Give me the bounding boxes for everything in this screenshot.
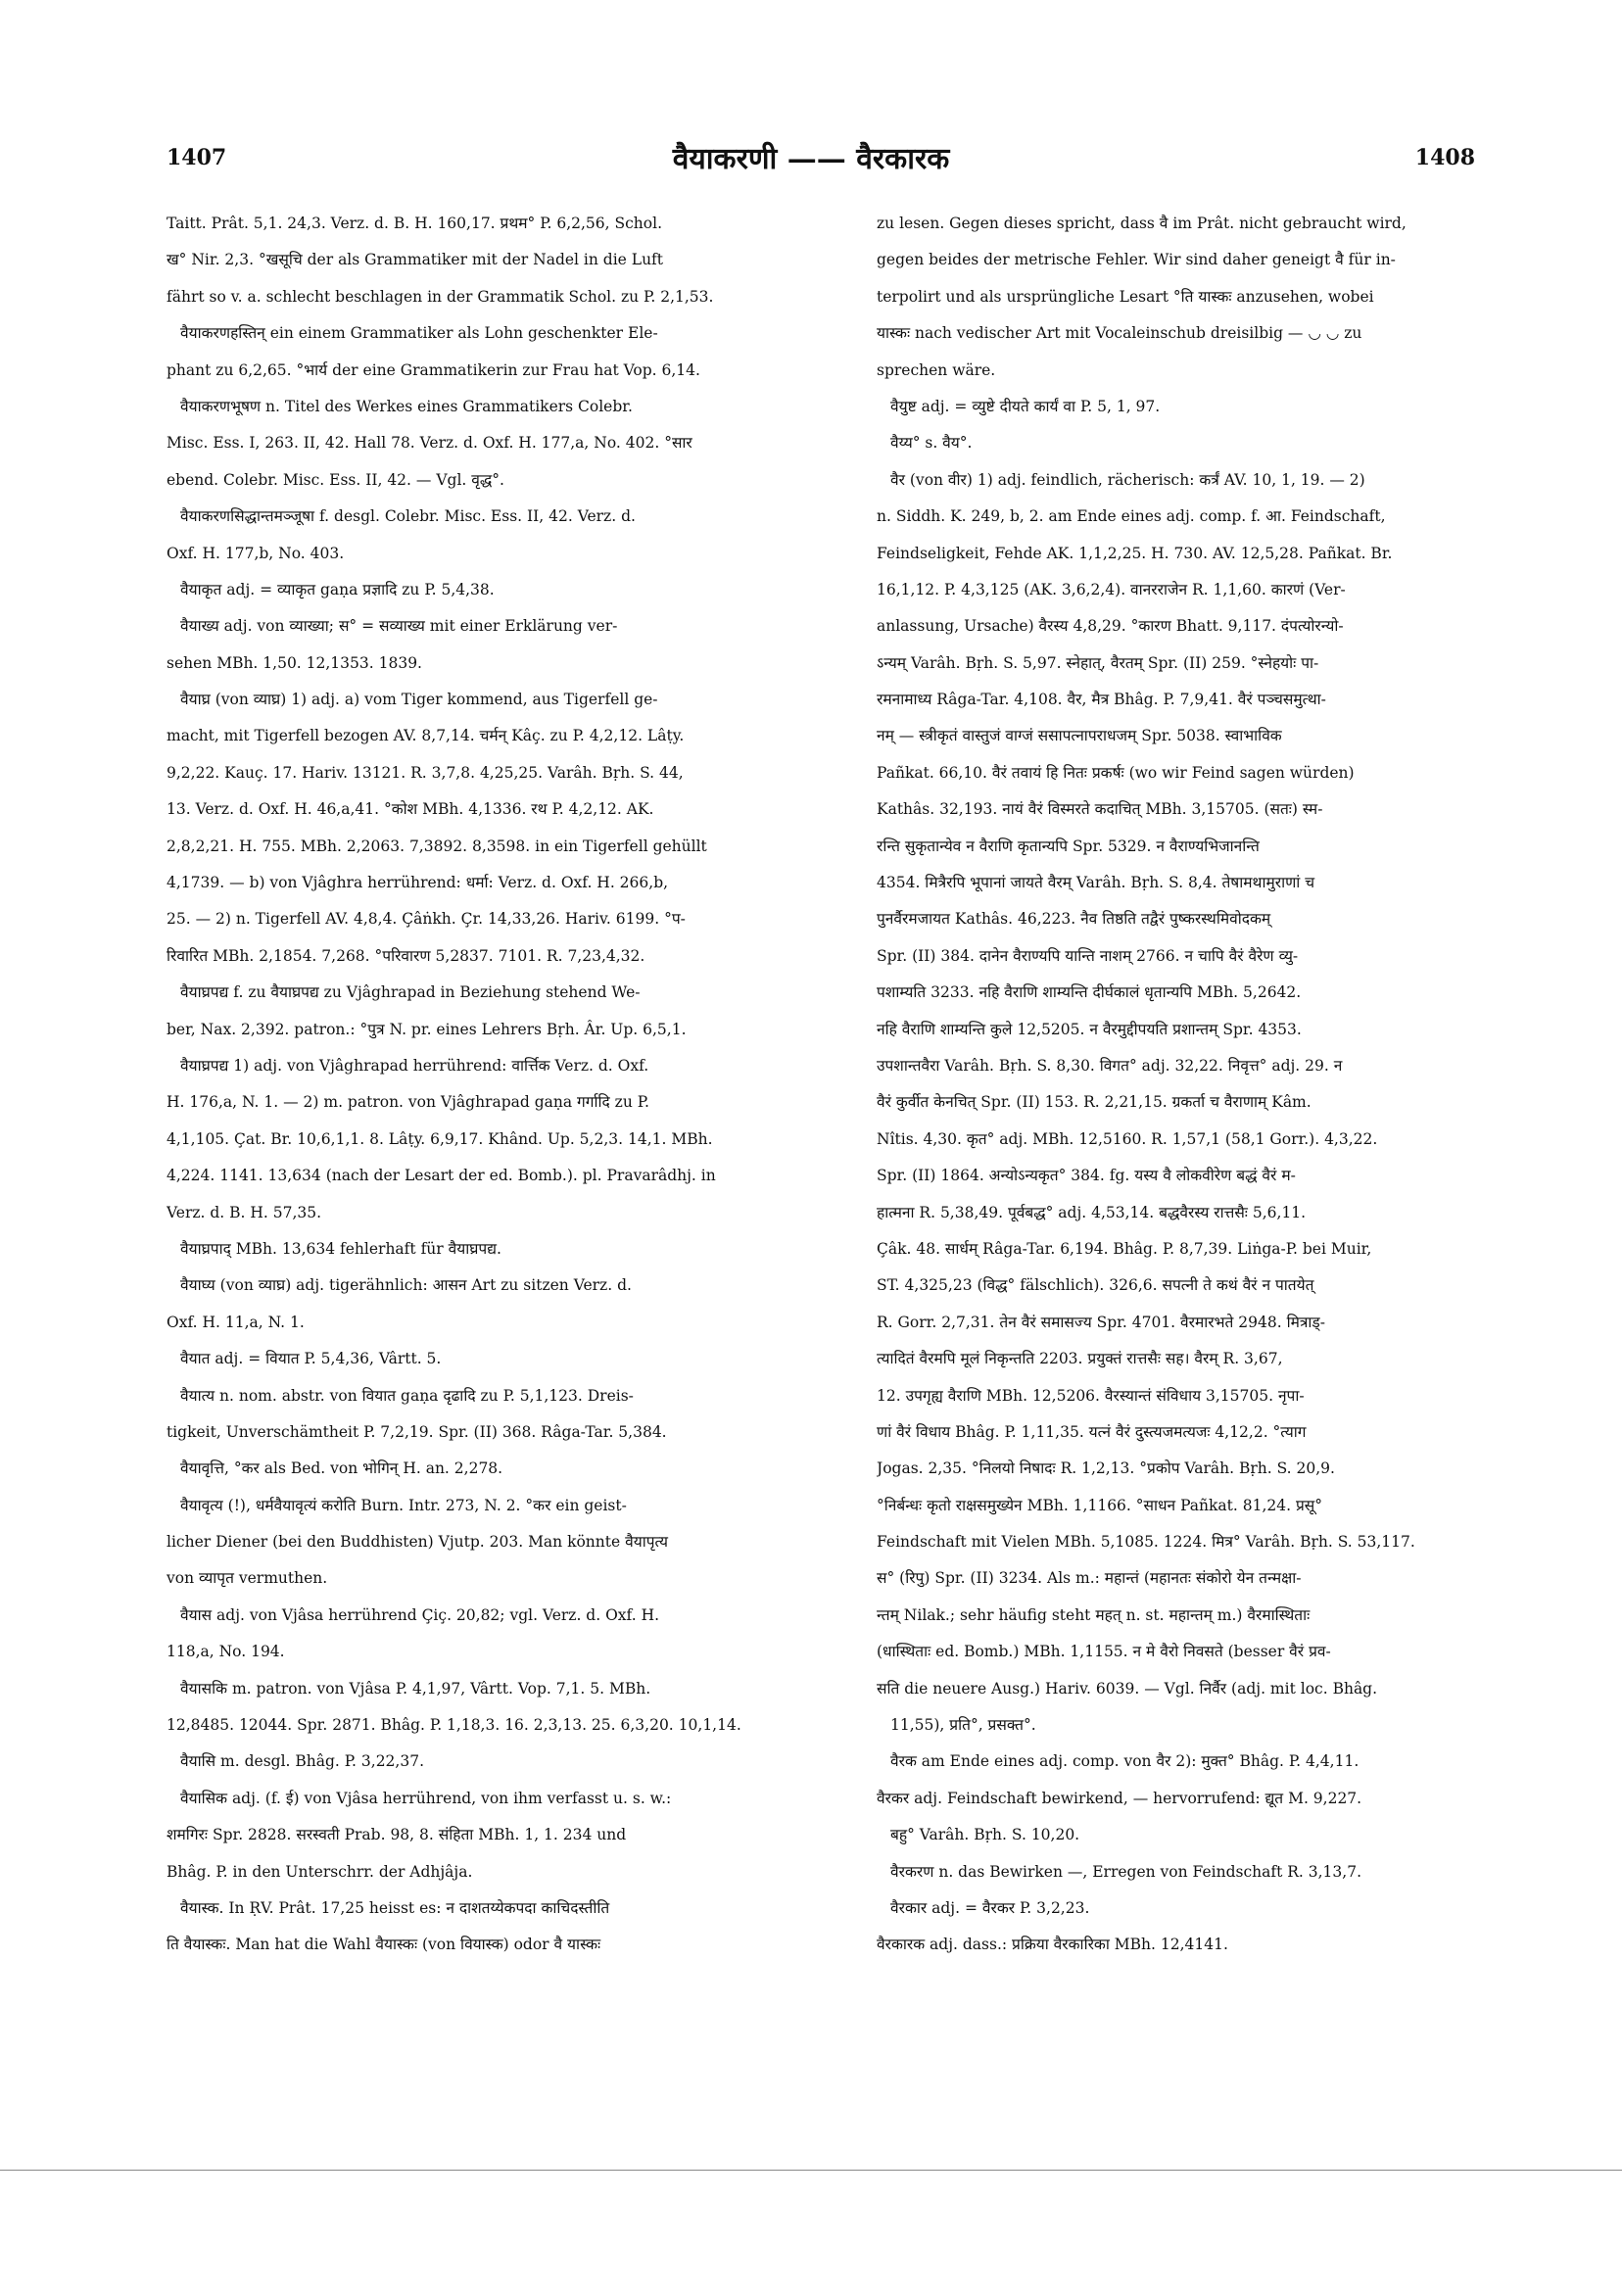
right-column: [877, 206, 1476, 1964]
text-line: वैयासि m. desgl. Bhâg. P. 3,22,37.: [180, 1752, 424, 1771]
text-line: वैरकारक adj. dass.: प्रक्रिया वैरकारिका MBh. 12,4141.: [877, 1936, 1228, 1954]
text-line: वैयाख्य adj. von व्याख्या; स° = सव्याख्य mit einer Erklärung ver-: [180, 617, 618, 636]
text-line: वैयुष्ट adj. = व्युष्टे दीयते कार्यं वा P. 5, 1, 97.: [890, 397, 1161, 415]
text-line: वैयाघ्रपद्य f. zu वैयाघ्रपद्य zu Vjâghrapad in Beziehung stehend We-: [180, 983, 641, 1002]
text-line: वैरं कुर्वीत केनचित् Spr. (II) 153. R. 2,21,15. ग्रकर्ता च वैराणाम् Kâm.: [877, 1093, 1312, 1112]
text-line: ऽन्यम् Varâh. Bṛh. S. 5,97. स्नेहात्, वैरतम् Spr. (II) 259. °स्नेहयोः पा-: [877, 653, 1319, 672]
text-line: वैयाकृत adj. = व्याकृत gaṇa प्रज्ञादि zu P. 5,4,38.: [180, 580, 495, 598]
text-line: वैरकार adj. = वैरकर P. 3,2,23.: [890, 1898, 1090, 1917]
text-line: वैयाकरणभूषण n. Titel des Werkes eines Grammatikers Colebr.: [180, 397, 633, 415]
text-line: यास्कः nach vedischer Art mit Vocaleinschub dreisilbig — ◡ ◡ zu: [877, 324, 1362, 343]
footer-rule: [0, 2170, 1622, 2171]
text-line: पशाम्यति 3233. नहि वैराणि शाम्यन्ति दीर्घकालं धृतान्यपि MBh. 5,2642.: [877, 983, 1302, 1002]
text-line: वैरकर adj. Feindschaft bewirkend, — hervorrufend: द्यूत M. 9,227.: [877, 1789, 1362, 1807]
text-line: वैरक am Ende eines adj. comp. von वैर 2): मुक्त° Bhâg. P. 4,4,11.: [890, 1752, 1360, 1771]
text-line: 4354. मित्रैरपि भूपानां जायते वैरम् Varâh. Bṛh. S. 8,4. तेषामथामुराणां च: [877, 874, 1315, 892]
text-line: ebend. Colebr. Misc. Ess. II, 42. — Vgl. वृद्ध°.: [167, 470, 504, 489]
text-line: वैयासकि m. patron. von Vjâsa P. 4,1,97, Vârtt. Vop. 7,1. 5. MBh.: [180, 1679, 651, 1698]
text-line: gegen beides der metrische Fehler. Wir sind daher geneigt वै für in-: [877, 251, 1396, 269]
text-line: Verz. d. B. H. 57,35.: [167, 1203, 322, 1221]
text-line: Pañkat. 66,10. वैरं तवायं हि नितः प्रकर्षः (wo wir Feind sagen würden): [877, 763, 1355, 782]
text-line: Feindschaft mit Vielen MBh. 5,1085. 1224. मित्र° Varâh. Bṛh. S. 53,117.: [877, 1533, 1415, 1552]
text-line: उपशान्तवैरा Varâh. Bṛh. S. 8,30. विगत° adj. 32,22. निवृत्त° adj. 29. न: [877, 1056, 1343, 1075]
text-line: वैयासिक adj. (f. ई) von Vjâsa herrührend, von ihm verfasst u. s. w.:: [180, 1789, 672, 1807]
text-line: ति वैयास्कः. Man hat die Wahl वैयास्कः (von वियास्क) odor वै यास्कः: [167, 1936, 601, 1954]
text-line: 12,8485. 12044. Spr. 2871. Bhâg. P. 1,18,3. 16. 2,3,13. 25. 6,3,20. 10,1,14.: [167, 1716, 741, 1735]
text-line: Feindseligkeit, Fehde AK. 1,1,2,25. H. 730. AV. 12,5,28. Pañkat. Br.: [877, 544, 1393, 562]
text-line: anlassung, Ursache) वैरस्य 4,8,29. °कारण Bhatt. 9,117. दंपत्योरन्यो-: [877, 617, 1344, 636]
text-line: tigkeit, Unverschämtheit P. 7,2,19. Spr. (II) 368. Râga-Tar. 5,384.: [167, 1422, 667, 1441]
text-line: सति die neuere Ausg.) Hariv. 6039. — Vgl. निर्वैर (adj. mit loc. Bhâg.: [877, 1679, 1378, 1698]
text-line: नम् — स्त्रीकृतं वास्तुजं वाग्जं ससापत्नापराधजम् Spr. 5038. स्वाभाविक: [877, 727, 1282, 745]
text-line: Kathâs. 32,193. नायं वैरं विस्मरते कदाचित् MBh. 3,15705. (सतः) स्म-: [877, 800, 1323, 819]
page-number-right: 1408: [1414, 145, 1475, 170]
text-line: zu lesen. Gegen dieses spricht, dass वै im Prât. nicht gebraucht wird,: [877, 215, 1407, 232]
text-line: ख° Nir. 2,3. °खसूचि der als Grammatiker mit der Nadel in die Luft: [167, 251, 664, 269]
text-line: R. Gorr. 2,7,31. तेन वैरं समासज्य Spr. 4701. वैरमारभते 2948. मित्राड्-: [877, 1313, 1325, 1331]
text-line: n. Siddh. K. 249, b, 2. am Ende eines adj. comp. f. आ. Feindschaft,: [877, 507, 1386, 526]
text-line: Çâk. 48. सार्धम् Râga-Tar. 6,194. Bhâg. P. 8,7,39. Liṅga-P. bei Muir,: [877, 1239, 1372, 1258]
text-line: रमनामाध्य Râga-Tar. 4,108. वैर, मैत्र Bhâg. P. 7,9,41. वैरं पञ्चसमुत्था-: [877, 691, 1326, 709]
text-line: हात्मना R. 5,38,49. पूर्वबद्ध° adj. 4,53,14. बद्धवैरस्य रात्तसैः 5,6,11.: [877, 1203, 1307, 1221]
text-line: वैर (von वीर) 1) adj. feindlich, rächerisch: कर्त्रं AV. 10, 1, 19. — 2): [890, 470, 1365, 489]
text-line: Nîtis. 4,30. कृत° adj. MBh. 12,5160. R. 1,57,1 (58,1 Gorr.). 4,3,22.: [877, 1129, 1378, 1148]
text-line: वैयाघ्र (von व्याघ्र) 1) adj. a) vom Tiger kommend, aus Tigerfell ge-: [180, 691, 658, 709]
text-line: Misc. Ess. I, 263. II, 42. Hall 78. Verz. d. Oxf. H. 177,a, No. 402. °सार: [167, 434, 692, 453]
text-line: 118,a, No. 194.: [167, 1643, 285, 1661]
text-line: शमगिरः Spr. 2828. सरस्वती Prab. 98, 8. संहिता MBh. 1, 1. 234 und: [167, 1826, 627, 1844]
text-line: वैयावृत्य (!), धर्मवैयावृत्यं करोति Burn. Intr. 273, N. 2. °कर ein geist-: [180, 1496, 627, 1514]
text-line: वैय्य° s. वैय°.: [890, 434, 973, 453]
text-line: sehen MBh. 1,50. 12,1353. 1839.: [167, 653, 422, 672]
text-line: वैयास adj. von Vjâsa herrührend Çiç. 20,82; vgl. Verz. d. Oxf. H.: [180, 1605, 660, 1624]
text-line: von व्यापृत vermuthen.: [167, 1569, 328, 1588]
text-line: 16,1,12. P. 4,3,125 (AK. 3,6,2,4). वानरराजेन R. 1,1,60. कारणं (Ver-: [877, 580, 1346, 598]
text-line: 9,2,22. Kauç. 17. Hariv. 13121. R. 3,7,8. 4,25,25. Varâh. Bṛh. S. 44,: [167, 763, 684, 782]
text-line: Oxf. H. 177,b, No. 403.: [167, 544, 345, 562]
running-header: वैयाकरणी —— वैरकारक: [672, 142, 950, 176]
text-line: Bhâg. P. in den Unterschrr. der Adhjâja.: [167, 1862, 473, 1881]
page-number-left: 1407: [167, 145, 227, 170]
text-line: णां वैरं विधाय Bhâg. P. 1,11,35. यत्नं वैरं दुस्त्यजमत्यजः 4,12,2. °त्याग: [877, 1422, 1307, 1441]
text-line: Taitt. Prât. 5,1. 24,3. Verz. d. B. H. 160,17. प्रथम° P. 6,2,56, Schol.: [167, 215, 662, 232]
text-line: रिवारित MBh. 2,1854. 7,268. °परिवारण 5,2837. 7101. R. 7,23,4,32.: [167, 946, 645, 965]
text-line: वैयाघ्य (von व्याघ्र) adj. tigerähnlich: आसन Art zu sitzen Verz. d.: [180, 1276, 632, 1295]
text-line: वैयाघ्रपाद् MBh. 13,634 fehlerhaft für वैयाघ्रपद्य.: [180, 1239, 501, 1258]
text-line: ST. 4,325,23 (विद्ध° fälschlich). 326,6. सपत्नी ते कथं वैरं न पातयेत्: [877, 1276, 1314, 1295]
text-line: वैयात्य n. nom. abstr. von वियात gaṇa दृढादि zu P. 5,1,123. Dreis-: [180, 1386, 634, 1405]
text-line: न्तम् Nilak.; sehr häufig steht महत् n. st. महान्तम् m.) वैरमास्थिताः: [877, 1605, 1311, 1624]
text-line: 4,1,105. Çat. Br. 10,6,1,1. 8. Lâṭy. 6,9,17. Khând. Up. 5,2,3. 14,1. MBh.: [167, 1129, 713, 1148]
text-line: macht, mit Tigerfell bezogen AV. 8,7,14. चर्मन् Kâç. zu P. 4,2,12. Lâṭy.: [167, 727, 685, 745]
text-line: Jogas. 2,35. °निलयो निषादः R. 1,2,13. °प्रकोप Varâh. Bṛh. S. 20,9.: [877, 1459, 1335, 1478]
text-line: स° (रिपु) Spr. (II) 3234. Als m.: महान्तं (महानतः संकोरो येन तन्मक्षा-: [877, 1569, 1302, 1588]
text-line: वैयास्क. In ṚV. Prât. 17,25 heisst es: न दाशतय्येकपदा काचिदस्तीति: [180, 1898, 610, 1917]
text-line: 25. — 2) n. Tigerfell AV. 4,8,4. Çâṅkh. Çr. 14,33,26. Hariv. 6199. °प-: [167, 910, 686, 929]
text-line: ber, Nax. 2,392. patron.: °पुत्र N. pr. eines Lehrers Bṛh. Âr. Up. 6,5,1.: [167, 1020, 687, 1038]
text-line: licher Diener (bei den Buddhisten) Vjutp. 203. Man könnte वैयापृत्य: [167, 1533, 669, 1552]
text-line: वैरकरण n. das Bewirken —, Erregen von Feindschaft R. 3,13,7.: [890, 1862, 1361, 1881]
text-line: त्यादितं वैरमपि मूलं निकृन्तति 2203. प्रयुक्तं रात्तसैः सह। वैरम् R. 3,67,: [877, 1350, 1283, 1368]
text-line: 11,55), प्रति°, प्रसक्त°.: [890, 1716, 1036, 1735]
text-line: Oxf. H. 11,a, N. 1.: [167, 1313, 305, 1331]
text-line: वैयाकरणहस्तिन् ein einem Grammatiker als Lohn geschenkter Ele-: [180, 324, 658, 343]
text-line: fährt so v. a. schlecht beschlagen in der Grammatik Schol. zu P. 2,1,53.: [167, 287, 714, 306]
text-line: वैयावृत्ति, °कर als Bed. von भोगिन् H. an. 2,278.: [180, 1459, 503, 1478]
text-line: बहु° Varâh. Bṛh. S. 10,20.: [890, 1826, 1080, 1844]
text-line: 4,224. 1141. 13,634 (nach der Lesart der ed. Bomb.). pl. Pravarâdhj. in: [167, 1167, 716, 1185]
text-line: वैयाघ्रपद्य 1) adj. von Vjâghrapad herrührend: वार्त्तिक Verz. d. Oxf.: [180, 1056, 649, 1075]
text-line: पुनर्वैरमजायत Kathâs. 46,223. नैव तिष्ठति तद्वैरं पुष्करस्थमिवोदकम्: [877, 910, 1271, 929]
text-line: 12. उपगृह्य वैराणि MBh. 12,5206. वैरस्यान्तं संविधाय 3,15705. नृपा-: [877, 1386, 1305, 1405]
text-line: वैयाकरणसिद्धान्तमञ्जूषा f. desgl. Colebr. Misc. Ess. II, 42. Verz. d.: [180, 507, 636, 526]
text-line: Spr. (II) 1864. अन्योऽन्यकृत° 384. fg. यस्य वै लोकवीरेण बद्धं वैरं म-: [877, 1167, 1296, 1185]
text-line: Spr. (II) 384. दानेन वैराण्यपि यान्ति नाशम् 2766. न चापि वैरं वैरेण व्यु-: [877, 946, 1299, 965]
left-column: [167, 206, 842, 1964]
text-line: terpolirt und als ursprüngliche Lesart °ति यास्कः anzusehen, wobei: [877, 287, 1374, 306]
text-line: रन्ति सुकृतान्येव न वैराणि कृतान्यपि Spr. 5329. न वैराण्यभिजानन्ति: [877, 837, 1260, 855]
text-line: 4,1739. — b) von Vjâghra herrührend: धर्मा: Verz. d. Oxf. H. 266,b,: [167, 874, 669, 892]
text-line: नहि वैराणि शाम्यन्ति कुले 12,5205. न वैरमुद्दीपयति प्रशान्तम् Spr. 4353.: [877, 1020, 1302, 1038]
text-line: 13. Verz. d. Oxf. H. 46,a,41. °कोश MBh. 4,1336. रथ P. 4,2,12. AK.: [167, 800, 654, 819]
text-line: (धास्थिताः ed. Bomb.) MBh. 1,1155. न मे वैरो निवसते (besser वैरं प्रव-: [877, 1643, 1331, 1661]
text-line: वैयात adj. = वियात P. 5,4,36, Vârtt. 5.: [180, 1350, 442, 1368]
text-line: °निर्बन्धः कृतो राक्षसमुख्येन MBh. 1,1166. °साधन Pañkat. 81,24. प्रसू°: [877, 1496, 1323, 1514]
text-line: phant zu 6,2,65. °भार्य der eine Grammatikerin zur Frau hat Vop. 6,14.: [167, 360, 700, 379]
text-line: 2,8,2,21. H. 755. MBh. 2,2063. 7,3892. 8,3598. in ein Tigerfell gehüllt: [167, 837, 707, 855]
text-line: sprechen wäre.: [877, 360, 996, 379]
text-line: H. 176,a, N. 1. — 2) m. patron. von Vjâghrapad gaṇa गर्गादि zu P.: [167, 1093, 649, 1112]
